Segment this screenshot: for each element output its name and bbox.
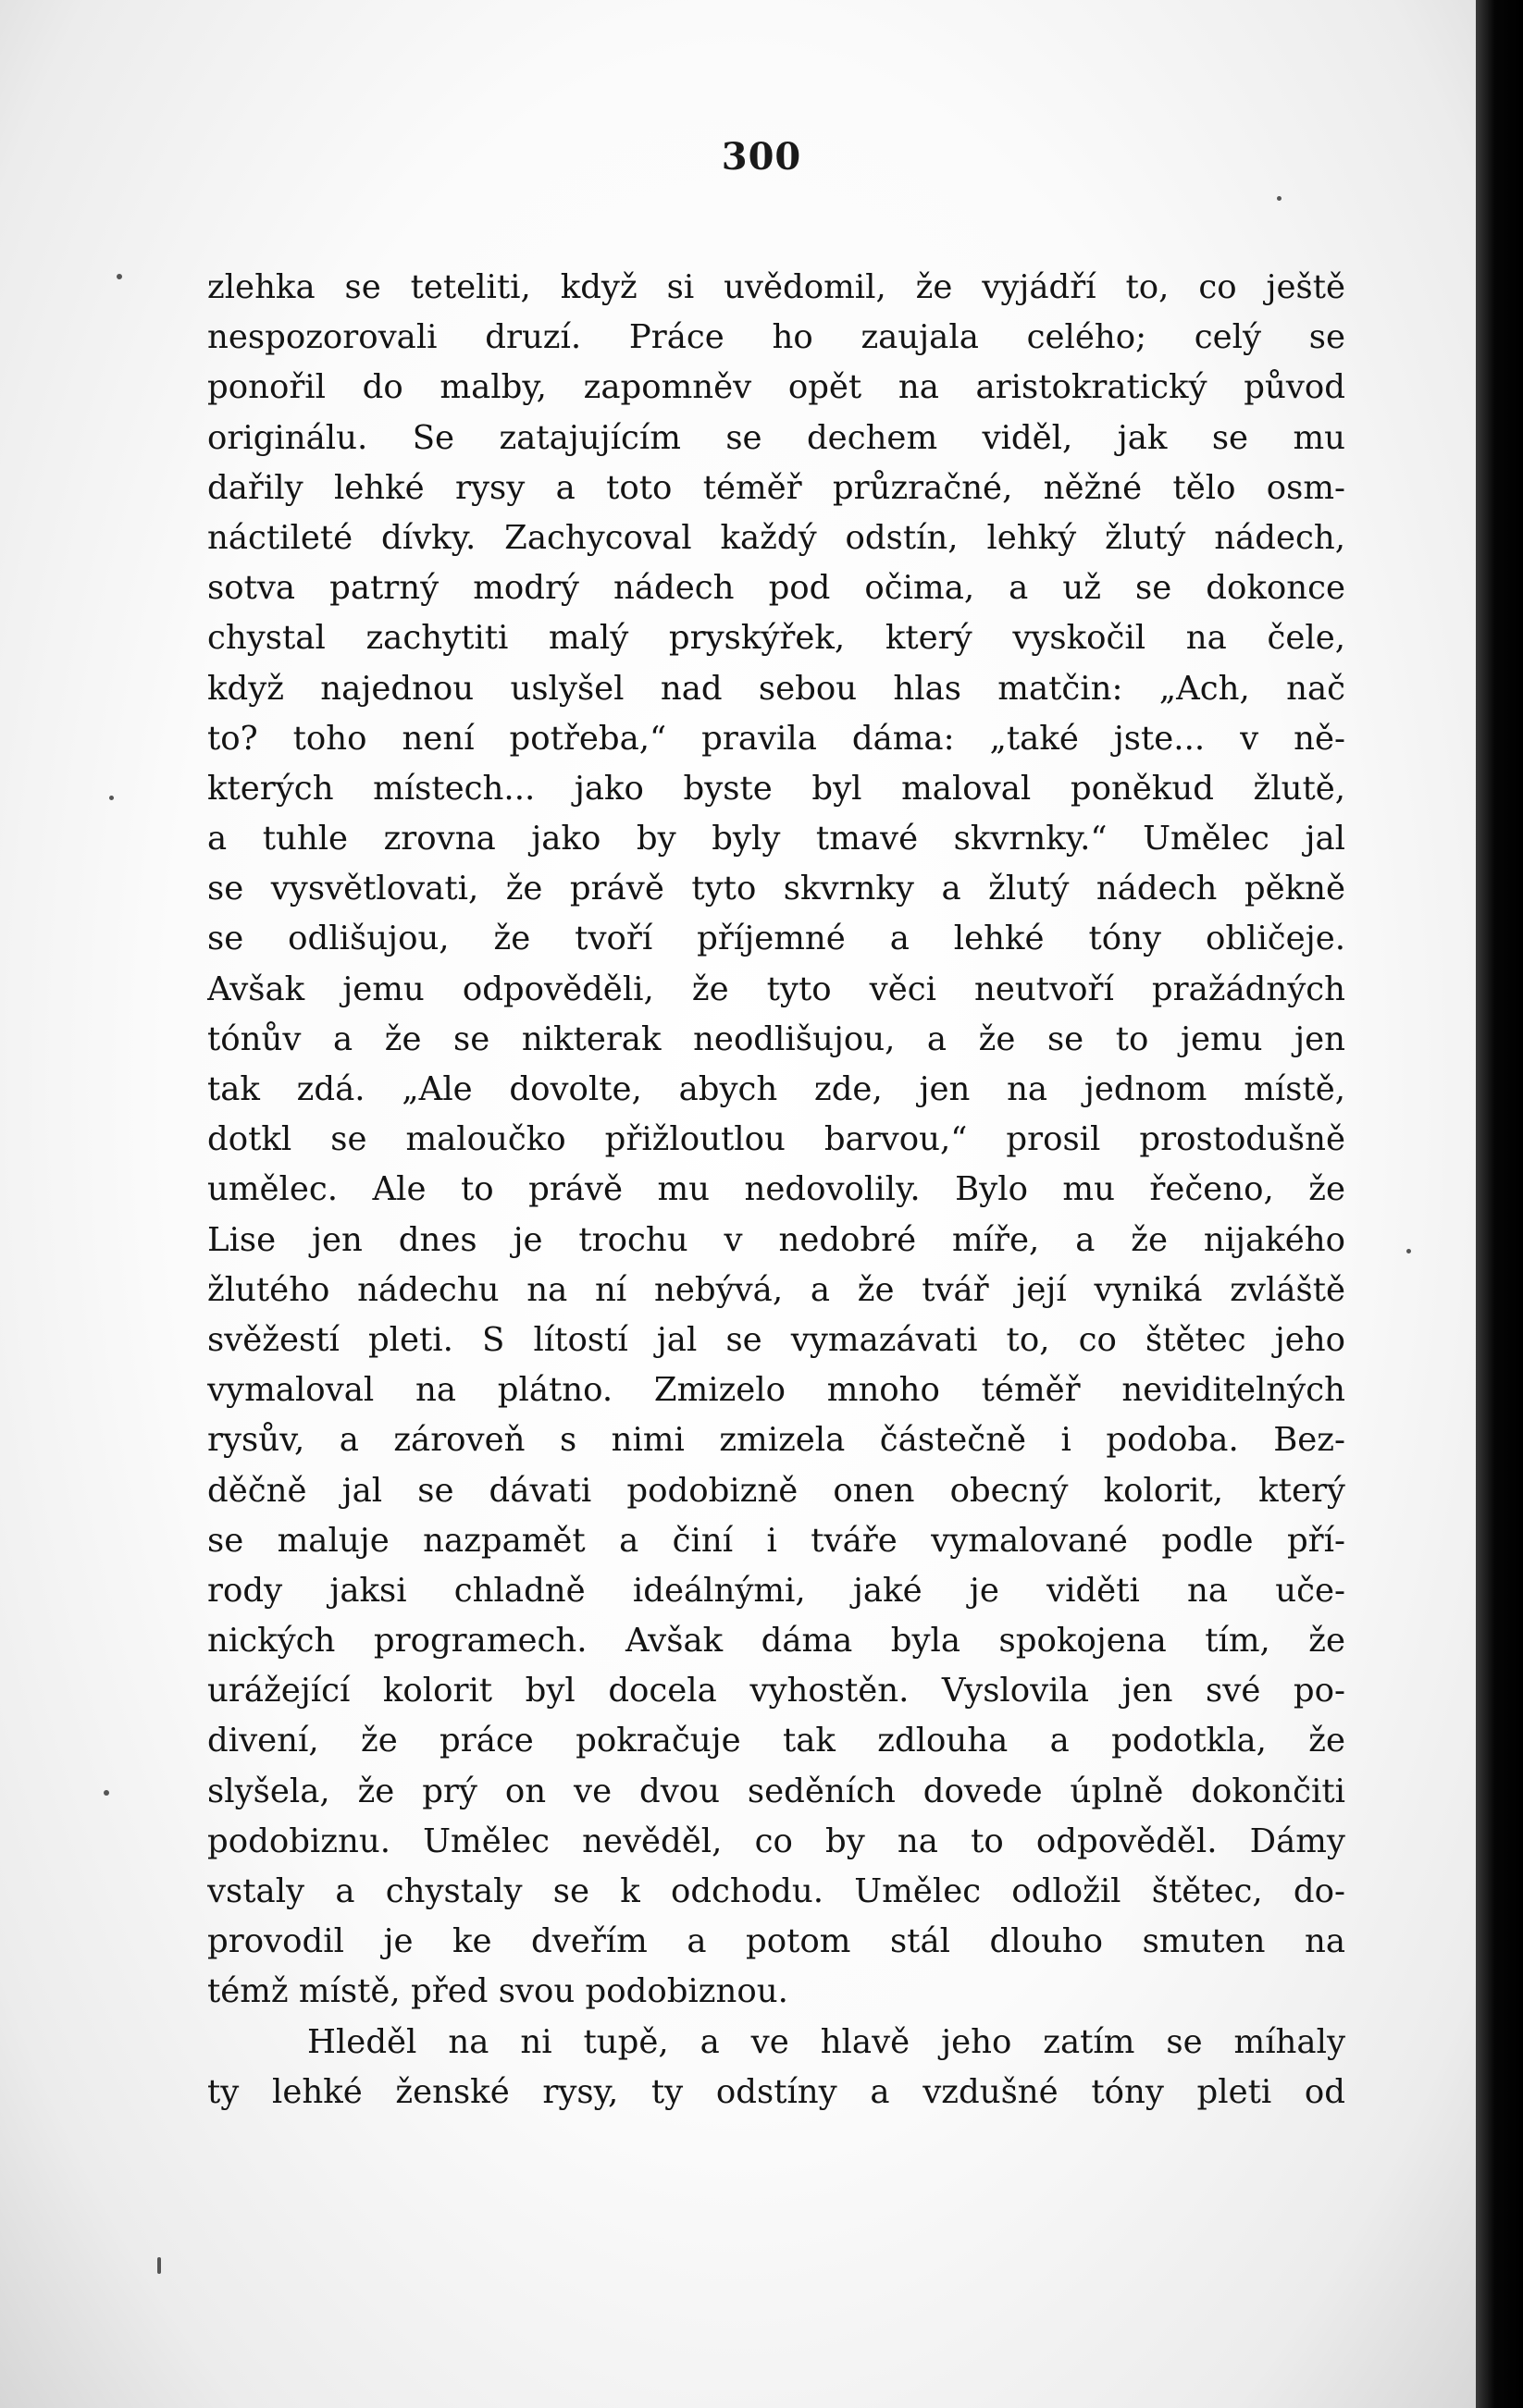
text-line: ty lehké ženské rysy, ty odstíny a vzdušné tóny pleti od xyxy=(207,2072,1345,2111)
text-line: ponořil do malby, zapomněv opět na aristokratický původ xyxy=(207,368,1345,407)
text-line: provodil je ke dveřím a potom stál dlouho smuten na xyxy=(207,1922,1345,1961)
text-line: to? toho není potřeba,“ pravila dáma: „také jste... v ně- xyxy=(207,719,1345,758)
page-number: 300 xyxy=(721,135,802,179)
text-line: kterých místech... jako byste byl maloval poněkud žlutě, xyxy=(207,769,1345,808)
text-line: a tuhle zrovna jako by byly tmavé skvrnky.“ Umělec jal xyxy=(207,820,1345,858)
text-line: témž místě, před svou podobiznou. xyxy=(207,1972,788,2011)
scan-speck xyxy=(109,796,114,800)
text-line: zlehka se teteliti, když si uvědomil, že vyjádří to, co ještě xyxy=(207,268,1345,306)
text-line: se maluje nazpamět a činí i tváře vymalované podle pří- xyxy=(207,1521,1345,1560)
text-line: Hleděl na ni tupě, a ve hlavě jeho zatím se míhaly xyxy=(307,2022,1345,2061)
text-line: urážející kolorit byl docela vyhostěn. Vyslovila jen své po- xyxy=(207,1672,1345,1710)
text-line: dotkl se maloučko přižloutlou barvou,“ prosil prostodušně xyxy=(207,1120,1345,1159)
scan-speck xyxy=(117,274,122,279)
text-line: když najednou uslyšel nad sebou hlas matčin: „Ach, nač xyxy=(207,669,1345,708)
text-line: chystal zachytiti malý pryskýřek, který vyskočil na čele, xyxy=(207,619,1345,658)
text-line: vymaloval na plátno. Zmizelo mnoho téměř neviditelných xyxy=(207,1371,1345,1410)
text-line: dařily lehké rysy a toto téměř průzračné, něžné tělo osm- xyxy=(207,468,1345,507)
text-line: sotva patrný modrý nádech pod očima, a už se dokonce xyxy=(207,569,1345,608)
page-edge-shadow xyxy=(1476,0,1523,2408)
text-line: rody jaksi chladně ideálnými, jaké je viděti na uče- xyxy=(207,1571,1345,1610)
text-line: tak zdá. „Ale dovolte, abych zde, jen na jednom místě, xyxy=(207,1070,1345,1108)
text-line: Lise jen dnes je trochu v nedobré míře, a že nijakého xyxy=(207,1220,1345,1259)
text-line: svěžestí pleti. S lítostí jal se vymazávati to, co štětec jeho xyxy=(207,1320,1345,1359)
text-line: se odlišujou, že tvoří příjemné a lehké tóny obličeje. xyxy=(207,920,1345,958)
text-line: rysův, a zároveň s nimi zmizela částečně i podoba. Bez- xyxy=(207,1421,1345,1460)
text-line: divení, že práce pokračuje tak zdlouha a podotkla, že xyxy=(207,1722,1345,1760)
text-line: se vysvětlovati, že právě tyto skvrnky a žlutý nádech pěkně xyxy=(207,870,1345,908)
text-line: nických programech. Avšak dáma byla spokojena tím, že xyxy=(207,1622,1345,1661)
text-line: podobiznu. Umělec nevěděl, co by na to odpověděl. Dámy xyxy=(207,1821,1345,1860)
text-line: umělec. Ale to právě mu nedovolily. Bylo mu řečeno, že xyxy=(207,1170,1345,1209)
scan-speck xyxy=(1406,1249,1411,1253)
text-line: žlutého nádechu na ní nebývá, a že tvář její vyniká zvláště xyxy=(207,1270,1345,1309)
body-text xyxy=(207,263,1345,2118)
text-line: náctileté dívky. Zachycoval každý odstín, lehký žlutý nádech, xyxy=(207,518,1345,557)
text-line: děčně jal se dávati podobizně onen obecný kolorit, který xyxy=(207,1471,1345,1510)
scan-speck xyxy=(104,1790,109,1796)
text-line: Avšak jemu odpověděli, že tyto věci neutvoří pražádných xyxy=(207,969,1345,1008)
text-line: originálu. Se zatajujícím se dechem viděl, jak se mu xyxy=(207,418,1345,457)
scan-speck xyxy=(157,2257,161,2274)
scan-speck xyxy=(1277,196,1282,201)
text-line: tónův a že se nikterak neodlišujou, a že se to jemu jen xyxy=(207,1019,1345,1058)
text-line: slyšela, že prý on ve dvou seděních dovede úplně dokončiti xyxy=(207,1772,1345,1810)
text-line: vstaly a chystaly se k odchodu. Umělec odložil štětec, do- xyxy=(207,1872,1345,1910)
text-line: nespozorovali druzí. Práce ho zaujala celého; celý se xyxy=(207,318,1345,357)
